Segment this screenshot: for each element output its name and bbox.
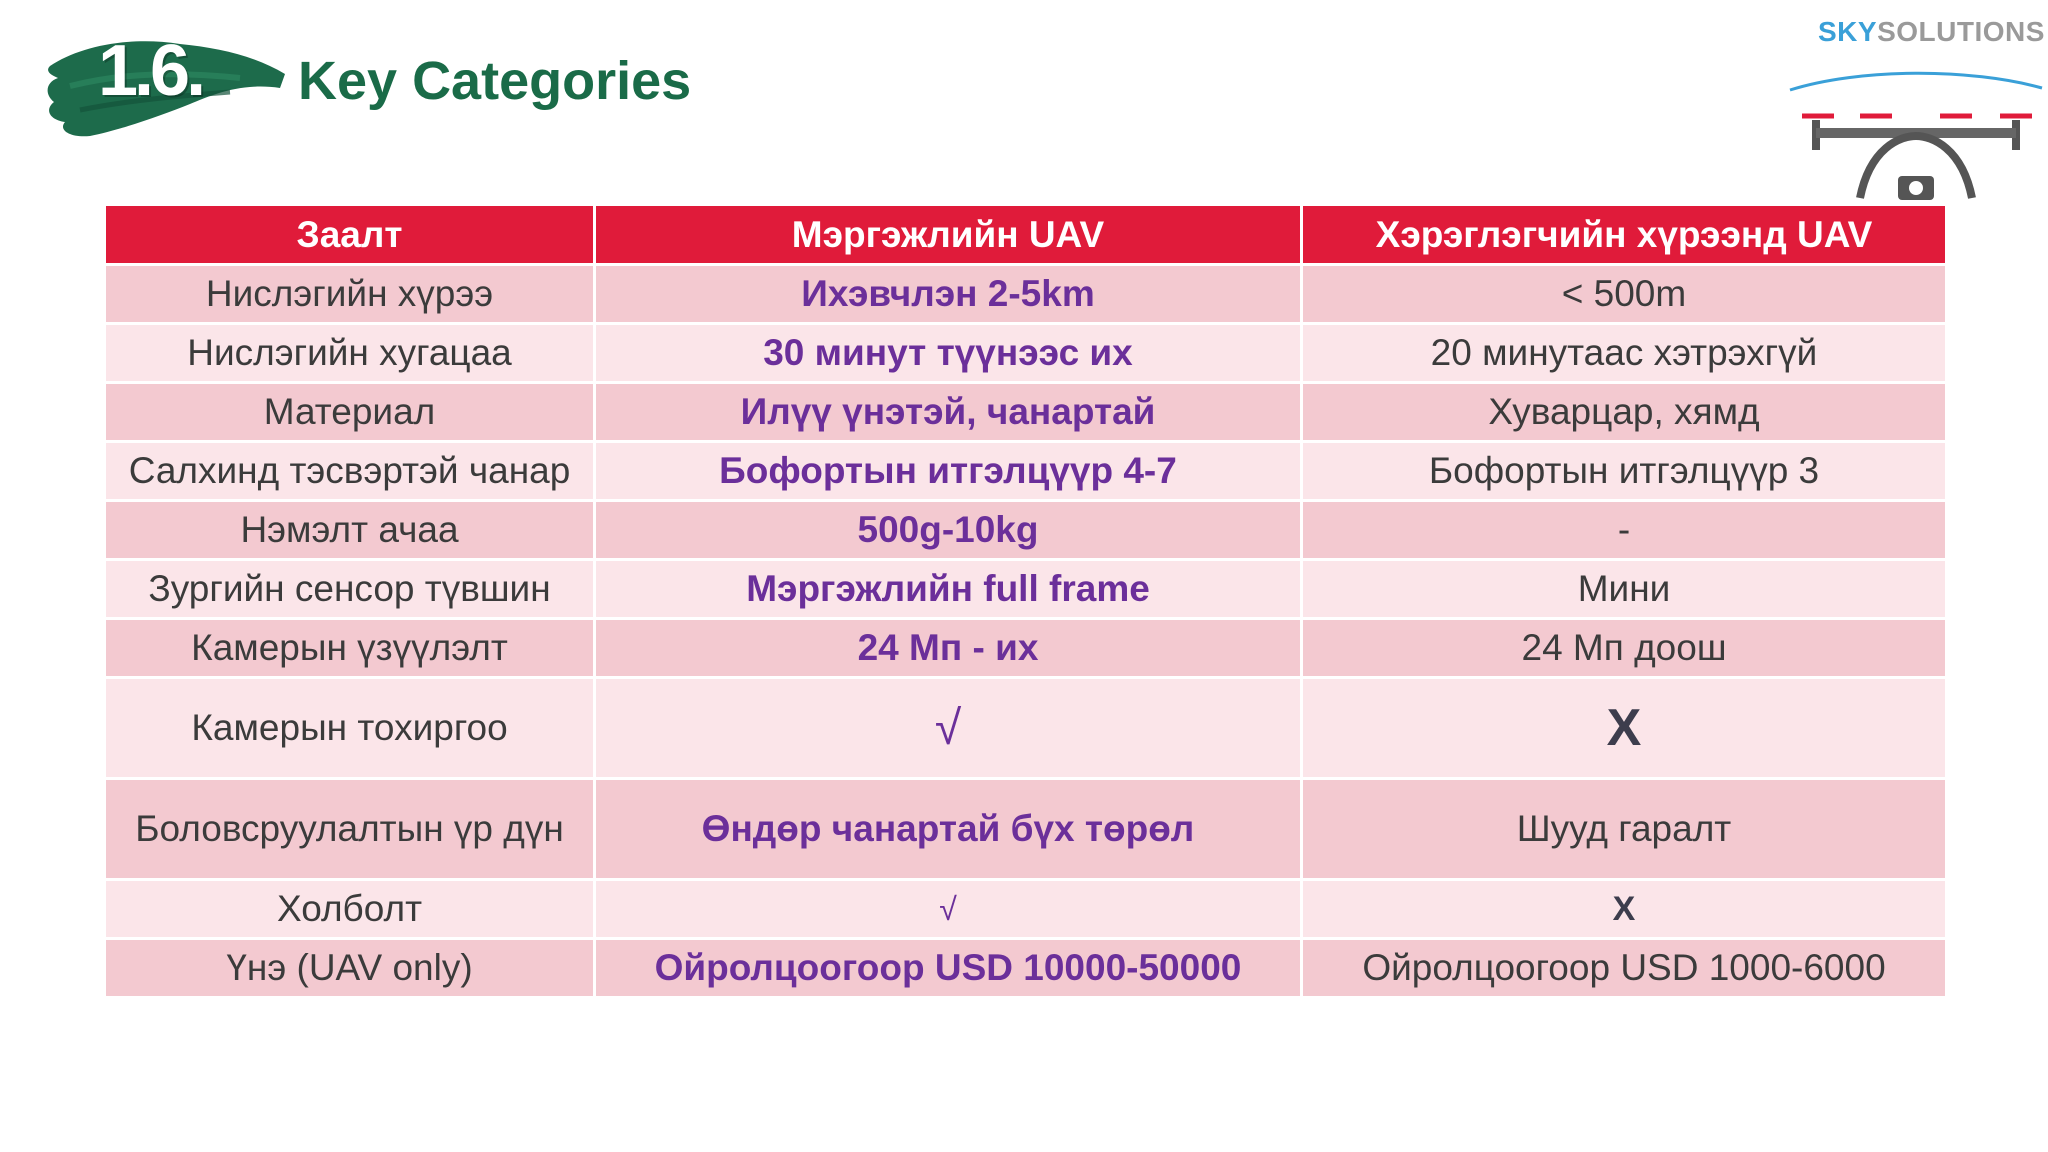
table-row — [105, 678, 1947, 779]
professional-value-cell: Бофортын итгэлцүүр 4-7 — [595, 442, 1302, 501]
consumer-value-cell: Мини — [1302, 560, 1947, 619]
cross-icon: X — [1302, 678, 1947, 779]
checkmark-icon: √ — [595, 880, 1302, 939]
section-number: 1.6. — [98, 31, 203, 111]
criteria-cell: Үнэ (UAV only) — [105, 939, 595, 998]
professional-value-cell: Өндөр чанартай бүх төрөл — [595, 779, 1302, 880]
consumer-value-cell: < 500m — [1302, 265, 1947, 324]
logo-text — [1818, 16, 2045, 48]
criteria-cell: Нислэгийн хүрээ — [105, 265, 595, 324]
table-row — [105, 442, 1947, 501]
professional-value-cell: 30 минут түүнээс их — [595, 324, 1302, 383]
page-title: Key Categories — [298, 51, 692, 111]
table-row — [105, 779, 1947, 880]
criteria-cell: Нэмэлт ачаа — [105, 501, 595, 560]
professional-value-cell: Ойролцоогоор USD 10000-50000 — [595, 939, 1302, 998]
column-header-professional-uav: Мэргэжлийн UAV — [595, 205, 1302, 265]
criteria-cell: Салхинд тэсвэртэй чанар — [105, 442, 595, 501]
criteria-cell: Камерын үзүүлэлт — [105, 619, 595, 678]
professional-value-cell: 500g-10kg — [595, 501, 1302, 560]
column-header-consumer-uav: Хэрэглэгчийн хүрээнд UAV — [1302, 205, 1947, 265]
cross-icon: X — [1302, 880, 1947, 939]
consumer-value-cell: Шууд гаралт — [1302, 779, 1947, 880]
consumer-value-cell: 20 минутаас хэтрэхгүй — [1302, 324, 1947, 383]
table-row — [105, 383, 1947, 442]
consumer-value-cell: 24 Мп доош — [1302, 619, 1947, 678]
table-row — [105, 501, 1947, 560]
table-row — [105, 560, 1947, 619]
column-header-criteria: Заалт — [105, 205, 595, 265]
professional-value-cell: Илүү үнэтэй, чанартай — [595, 383, 1302, 442]
criteria-cell: Камерын тохиргоо — [105, 678, 595, 779]
criteria-cell: Зургийн сенсор түвшин — [105, 560, 595, 619]
table-row — [105, 880, 1947, 939]
logo-text-sky: SKY — [1818, 16, 1878, 47]
table-row — [105, 619, 1947, 678]
table-row — [105, 939, 1947, 998]
criteria-cell: Нислэгийн хугацаа — [105, 324, 595, 383]
consumer-value-cell: Бофортын итгэлцүүр 3 — [1302, 442, 1947, 501]
skysolutions-logo — [1780, 10, 2048, 200]
comparison-table — [103, 203, 1945, 999]
checkmark-icon: √ — [595, 678, 1302, 779]
criteria-cell: Боловсруулалтын үр дүн — [105, 779, 595, 880]
professional-value-cell: Мэргэжлийн full frame — [595, 560, 1302, 619]
table-row — [105, 324, 1947, 383]
criteria-cell: Холболт — [105, 880, 595, 939]
consumer-value-cell: Ойролцоогоор USD 1000-6000 — [1302, 939, 1947, 998]
professional-value-cell: Ихэвчлэн 2-5km — [595, 265, 1302, 324]
criteria-cell: Материал — [105, 383, 595, 442]
table-row — [105, 265, 1947, 324]
drone-icon — [1780, 58, 2048, 208]
consumer-value-cell: - — [1302, 501, 1947, 560]
slide-header — [0, 0, 2048, 190]
logo-text-solutions: SOLUTIONS — [1877, 16, 2045, 47]
table-header-row — [105, 205, 1947, 265]
professional-value-cell: 24 Мп - их — [595, 619, 1302, 678]
consumer-value-cell: Хуварцар, хямд — [1302, 383, 1947, 442]
